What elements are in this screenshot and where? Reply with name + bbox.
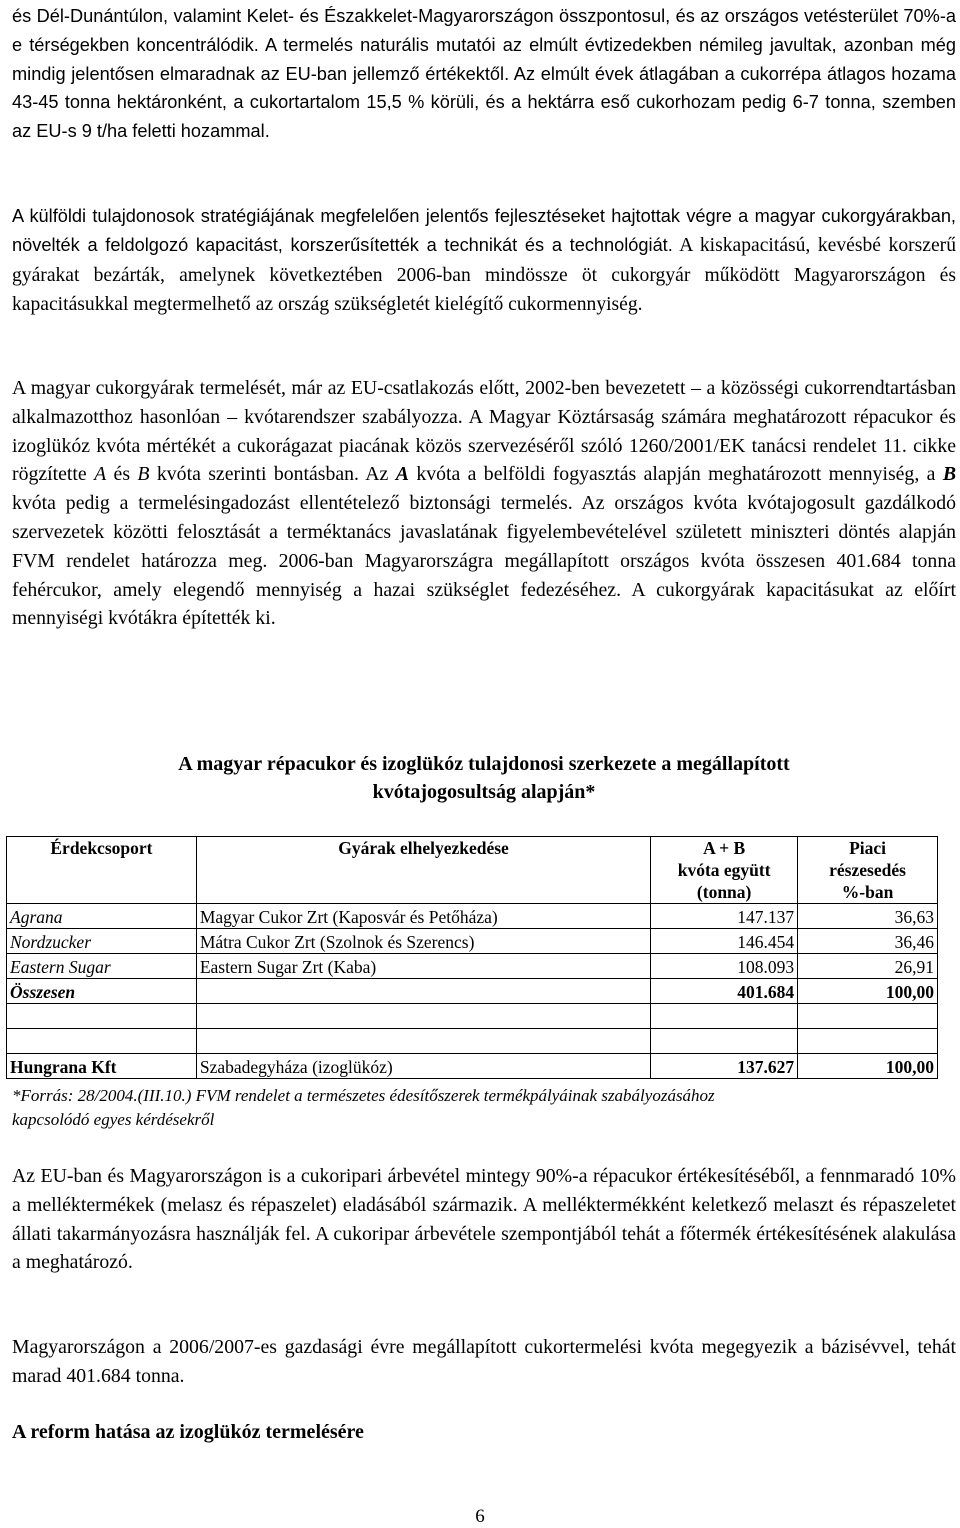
table-empty-row [7,1029,938,1054]
quota-text-2: kvóta szerinti bontásban. Az [149,463,396,486]
hungrana-share: 100,00 [798,1054,938,1079]
table-empty-row [7,1004,938,1029]
paragraph-quota-2007: Magyarországon a 2006/2007-es gazdasági évre megállapított cukortermelési kvóta megegyezik a bázisévvel, tehát marad 401.684 tonna. [12,1336,956,1387]
quota-a-bold: A [395,463,409,486]
row-location: Mátra Cukor Zrt (Szolnok és Szerencs) [196,929,650,954]
table-footnote [12,1084,956,1132]
paragraph-owners-part2: A kiskapacitású, kevésbé korszerű gyárakat bezárták, amelynek következtében 2006-ban mindössze öt cukorgyár működött Magyarországon és kapacitásukkal megtermelhető az ország szükségletét kielégítő cukormennyiség. [12,234,956,316]
row-share: 36,63 [798,904,938,929]
total-group: Összesen [7,979,197,1004]
row-share: 26,91 [798,954,938,979]
row-quota: 146.454 [651,929,798,954]
quota-b-bold: B [942,463,957,486]
page-number: 6 [475,1506,485,1527]
table-row [7,929,938,954]
footnote-line1: *Forrás: 28/2004.(III.10.) FVM rendelet a természetes édesítőszerek termékpályáinak szabályozásához [12,1086,715,1105]
quota-text-1: A magyar cukorgyárak termelését, már az EU-csatlakozás előtt, 2002-ben bevezetett – a közösségi cukorrendtartásban alkalmazotthoz hasonlóan – kvótarendszer szabályozza. A Magyar Köztársaság számára meghatározott répacukor és izoglükóz kvóta mértékét a cukorágazat piacának közös szervezéséről szóló 1260/2001/EK tanácsi rendelet 11. cikke rögzítette [12,377,956,486]
quota-text-3: kvóta a belföldi fogyasztás alapján meghatározott mennyiség, a [408,463,943,486]
paragraph-owners [12,202,956,320]
ownership-table [6,836,938,1079]
header-group: Érdekcsoport [7,837,197,904]
table-title [12,750,956,806]
table-row [7,904,938,929]
hungrana-quota: 137.627 [651,1054,798,1079]
header-share-l3: %-ban [841,882,894,902]
header-quota-l3: (tonna) [696,882,752,902]
header-share [798,837,938,904]
row-group: Eastern Sugar [7,954,197,979]
paragraph-owners-part1: A külföldi tulajdonosok stratégiájának megfelelően jelentős fejlesztéseket hajtottak végre a magyar cukorgyárakban, növelték a feldolgozó kapacitást, korszerűsítették a technikát és a technológiát. [12,206,956,255]
quota-a: A [94,463,107,486]
paragraph-production: és Dél-Dunántúlon, valamint Kelet- és Északkelet-Magyarországon összpontosul, és az országos vetésterület 70%-a e térségekben koncentrálódik. A termelés naturális mutatói az elmúlt évtizedekben némileg javultak, azonban még mindig jelentősen elmaradnak az EU-ban jellemző értékektől. Az elmúlt évek átlagában a cukorrépa átlagos hozama 43-45 tonna hektáronként, a cukortartalom 15,5 % körüli, és a hektárra eső cukorhozam pedig 6-7 tonna, szemben az EU-s 9 t/ha feletti hozammal. [12,6,956,142]
table-title-line1: A magyar répacukor és izoglükóz tulajdonosi szerkezete a megállapított [178,753,790,775]
paragraph-revenue: Az EU-ban és Magyarországon is a cukoripari árbevétel mintegy 90%-a répacukor értékesítéséből, a fennmaradó 10% a melléktermékek (melasz és répaszelet) eladásából származik. A melléktermékként keletkező melaszt és répaszeletet állati takarmányozásra használják fel. A cukoripar árbevétele szempontjából tehát a főtermék értékesítésének alakulása a meghatározó. [12,1165,956,1274]
quota-text-4: kvóta pedig a termelésingadozást ellentételező biztonsági termelés. Az országos kvóta kvótajogosult gazdálkodó szervezetek közötti felosztását a terméktanács javaslatának figyelembevételével született miniszteri döntés alapján FVM rendelet határozza meg. 2006-ban Magyarországra megállapított országos kvóta összesen 401.684 tonna fehércukor, amely elegendő mennyiség a hazai szükséglet fedezéséhez. A cukorgyárak kapacitásukat az előírt mennyiségi kvótákra építették ki. [12,492,956,630]
header-location: Gyárak elhelyezkedése [196,837,650,904]
row-location: Magyar Cukor Zrt (Kaposvár és Petőháza) [196,904,650,929]
hungrana-group: Hungrana Kft [7,1054,197,1079]
row-share: 36,46 [798,929,938,954]
quota-and: és [106,463,138,486]
footnote-line2: kapcsolódó egyes kérdésekről [12,1110,215,1129]
row-quota: 147.137 [651,904,798,929]
table-hungrana-row [7,1054,938,1079]
section-heading: A reform hatása az izoglükóz termelésére [12,1421,364,1443]
row-group: Agrana [7,904,197,929]
header-quota-l2: kvóta együtt [677,860,771,880]
header-quota-l1: A + B [703,838,746,858]
total-location-empty [196,979,650,1004]
table-title-line2: kvótajogosultság alapján* [372,781,596,803]
row-group: Nordzucker [7,929,197,954]
hungrana-location: Szabadegyháza (izoglükóz) [196,1054,650,1079]
total-share: 100,00 [798,979,938,1004]
paragraph-quota [12,374,956,633]
table-header-row [7,837,938,904]
header-share-l1: Piaci [849,838,886,858]
row-location: Eastern Sugar Zrt (Kaba) [196,954,650,979]
quota-b: B [137,463,150,486]
header-quota [651,837,798,904]
table-total-row [7,979,938,1004]
table-row [7,954,938,979]
total-quota: 401.684 [651,979,798,1004]
row-quota: 108.093 [651,954,798,979]
header-share-l2: részesedés [829,860,906,880]
